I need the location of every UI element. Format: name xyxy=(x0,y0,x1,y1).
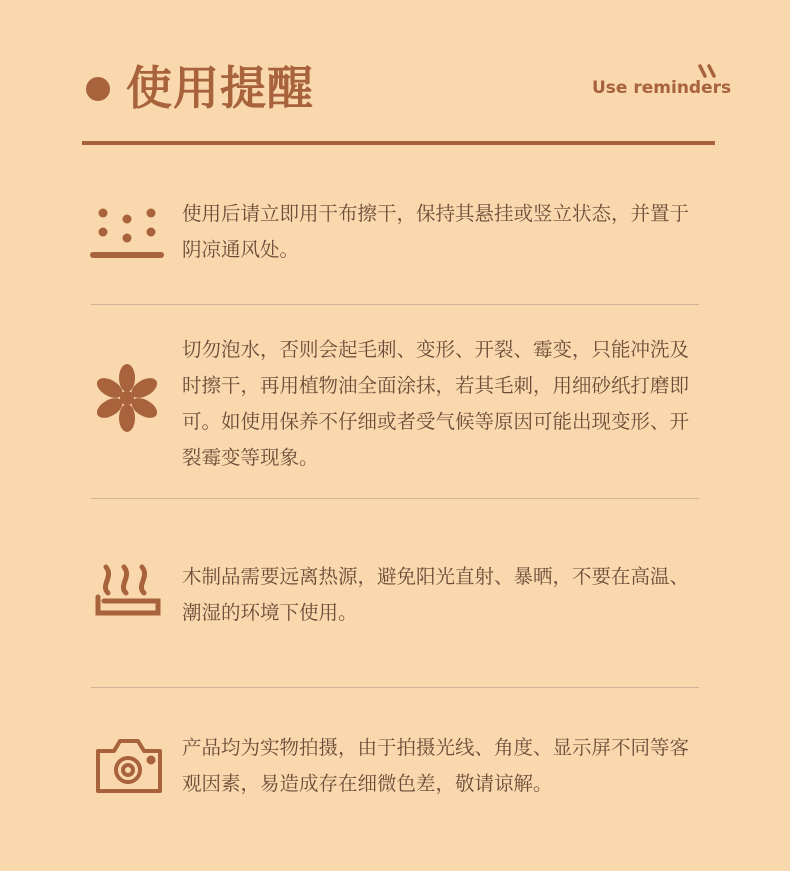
quote-mark-icon xyxy=(697,64,719,80)
heat-waves-icon xyxy=(94,563,162,619)
divider-1 xyxy=(91,304,699,305)
divider-3 xyxy=(91,687,699,688)
reminder-text-4: 产品均为实物拍摄，由于拍摄光线、角度、显示屏不同等客观因素，易造成存在细微色差，敬请谅解。 xyxy=(182,736,690,795)
title-bullet xyxy=(86,77,110,101)
header-rule xyxy=(82,141,715,145)
divider-2 xyxy=(91,498,699,499)
flower-icon xyxy=(93,364,161,432)
page-subtitle: Use reminders xyxy=(592,78,732,98)
drying-dots-icon xyxy=(90,206,164,262)
reminder-text-3: 木制品需要远离热源，避免阳光直射、暴晒，不要在高温、潮湿的环境下使用。 xyxy=(182,565,690,624)
page-title: 使用提醒 xyxy=(126,61,314,115)
header xyxy=(0,0,790,150)
reminder-text-1: 使用后请立即用干布擦干，保持其悬挂或竖立状态，并置于阴凉通风处。 xyxy=(182,202,690,261)
camera-icon xyxy=(94,737,164,795)
reminder-text-2: 切勿泡水，否则会起毛刺、变形、开裂、霉变，只能冲洗及时擦干，再用植物油全面涂抹，若其毛刺，用细砂纸打磨即可。如使用保养不仔细或者受气候等原因可能出现变形、开裂霉变等现象。 xyxy=(182,338,690,469)
